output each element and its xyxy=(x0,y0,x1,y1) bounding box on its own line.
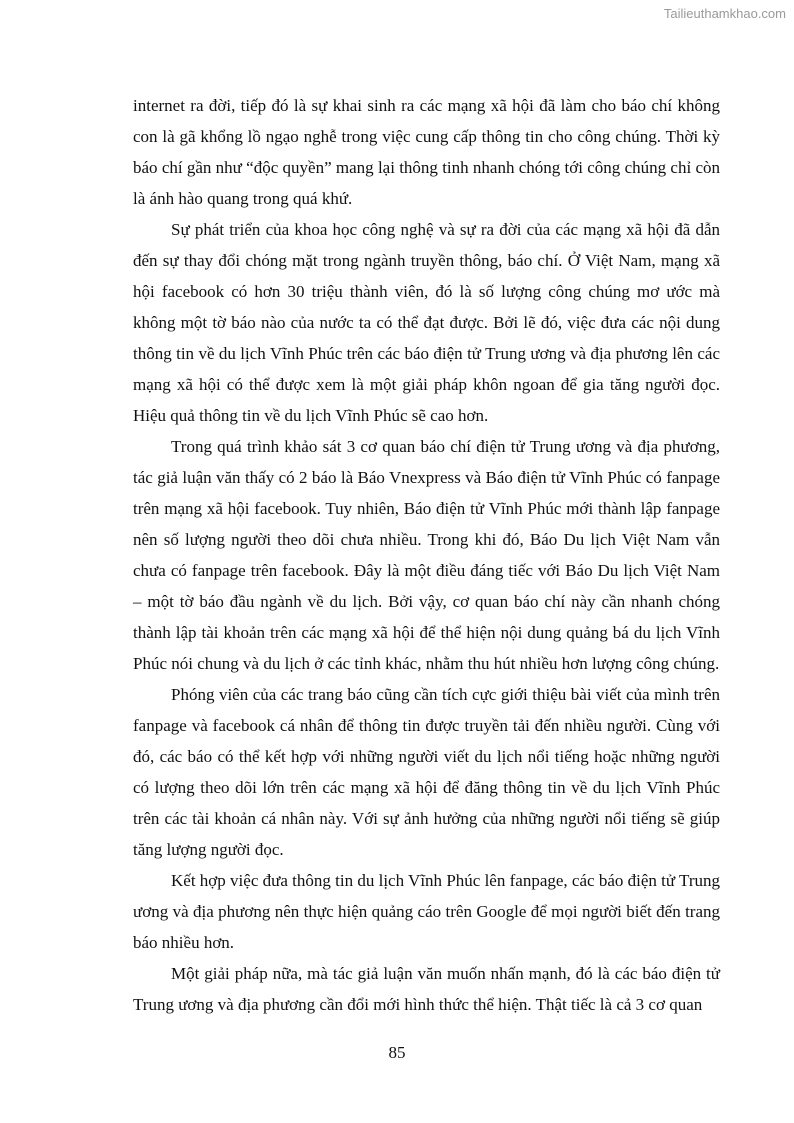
paragraph-4: Phóng viên của các trang báo cũng cần tích cực giới thiệu bài viết của mình trên fanpage và facebook cá nhân để thông tin được truyền tải đến nhiều người. Cùng với đó, các báo có thể kết hợp với những người viết du lịch nổi tiếng hoặc những người có lượng theo dõi lớn trên các mạng xã hội để đăng thông tin về du lịch Vĩnh Phúc trên các tài khoản cá nhân này. Với sự ảnh hưởng của những người nổi tiếng sẽ giúp tăng lượng người đọc. xyxy=(133,685,720,859)
watermark-text: Tailieuthamkhao.com xyxy=(663,6,786,21)
page-number: 85 xyxy=(388,1043,406,1062)
document-body xyxy=(133,90,720,1020)
paragraph-5: Kết hợp việc đưa thông tin du lịch Vĩnh Phúc lên fanpage, các báo điện tử Trung ương và địa phương nên thực hiện quảng cáo trên Google để mọi người biết đến trang báo nhiều hơn. xyxy=(133,871,720,952)
paragraph-6: Một giải pháp nữa, mà tác giả luận văn muốn nhấn mạnh, đó là các báo điện tử Trung ương và địa phương cần đổi mới hình thức thể hiện. Thật tiếc là cả 3 cơ quan xyxy=(133,964,720,1014)
paragraph-1: internet ra đời, tiếp đó là sự khai sinh ra các mạng xã hội đã làm cho báo chí không con là gã khổng lồ ngạo nghễ trong việc cung cấp thông tin cho công chúng. Thời kỳ báo chí gần như “độc quyền” mang lại thông tinh nhanh chóng tới công chúng chỉ còn là ánh hào quang trong quá khứ. xyxy=(133,96,720,208)
paragraph-2: Sự phát triển của khoa học công nghệ và sự ra đời của các mạng xã hội đã dẫn đến sự thay đổi chóng mặt trong ngành truyền thông, báo chí. Ở Việt Nam, mạng xã hội facebook có hơn 30 triệu thành viên, đó là số lượng công chúng mơ ước mà không một tờ báo nào của nước ta có thể đạt được. Bởi lẽ đó, việc đưa các nội dung thông tin về du lịch Vĩnh Phúc trên các báo điện tử Trung ương và địa phương lên các mạng xã hội có thể được xem là một giải pháp khôn ngoan để gia tăng người đọc. Hiệu quả thông tin về du lịch Vĩnh Phúc sẽ cao hơn. xyxy=(133,220,720,425)
paragraph-3: Trong quá trình khảo sát 3 cơ quan báo chí điện tử Trung ương và địa phương, tác giả luận văn thấy có 2 báo là Báo Vnexpress và Báo điện tử Vĩnh Phúc có fanpage trên mạng xã hội facebook. Tuy nhiên, Báo điện tử Vĩnh Phúc mới thành lập fanpage nên số lượng người theo dõi chưa nhiều. Trong khi đó, Báo Du lịch Việt Nam vẫn chưa có fanpage trên facebook. Đây là một điều đáng tiếc với Báo Du lịch Việt Nam – một tờ báo đầu ngành về du lịch. Bởi vậy, cơ quan báo chí này cần nhanh chóng thành lập tài khoản trên các mạng xã hội để thể hiện nội dung quảng bá du lịch Vĩnh Phúc nói chung và du lịch ở các tỉnh khác, nhằm thu hút nhiều hơn lượng công chúng. xyxy=(133,437,720,673)
